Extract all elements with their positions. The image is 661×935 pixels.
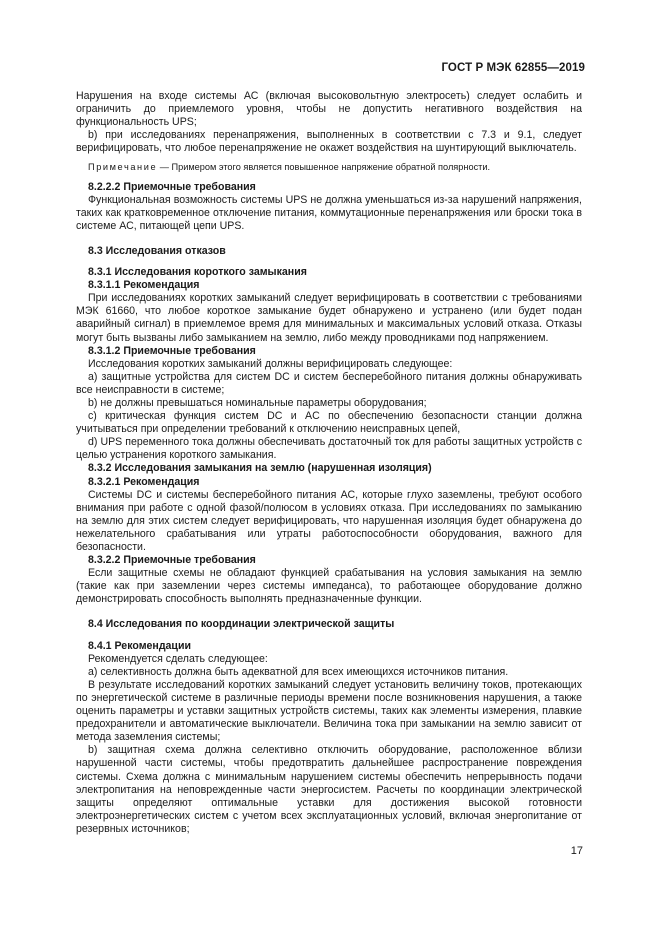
document-code-header: ГОСТ Р МЭК 62855—2019 xyxy=(441,62,585,74)
list-item: a) защитные устройства для систем DC и систем бесперебойного питания должны обнаруживать все неисправности в системе; xyxy=(76,370,582,396)
section-heading: 8.3 Исследования отказов xyxy=(88,244,226,257)
paragraph: Если защитные схемы не обладают функцией срабатывания на условия замыкания на землю (такие как при заземлении через системы импеданса), то работающее оборудование должно демонстрировать способность выполнять предназначенные функции. xyxy=(76,567,582,606)
list-item: b) при исследованиях перенапряжения, выполненных в соответствии с 7.3 и 9.1, следует верифицировать, что любое перенапряжение не окажет воздействия на шунтирующий выключатель. xyxy=(76,129,582,155)
list-item: b) не должны превышаться номинальные параметры оборудования; xyxy=(88,396,427,409)
list-item: d) UPS переменного тока должны обеспечивать достаточный ток для работы защитных устройств с целью устранения короткого замыкания. xyxy=(76,436,582,462)
paragraph: Рекомендуется сделать следующее: xyxy=(88,652,268,665)
section-heading: 8.3.2.1 Рекомендация xyxy=(88,475,200,488)
paragraph: При исследованиях коротких замыканий следует верифицировать в соответствии с требованиями МЭК 61660, что любое короткое замыкание будет обнаружено и устранено (или будет подан аварийный сигнал) в приемлемое время для минимальных и максимальных условий отказа. Отказы могут быть вызваны либо замыканием на землю, либо между проводниками под напряжением. xyxy=(76,292,582,344)
section-heading: 8.3.1.2 Приемочные требования xyxy=(88,344,256,357)
list-item: c) критическая функция систем DC и AC по обеспечению безопасности станции должна учитываться при определении требований к отключению неисправных цепей, xyxy=(76,410,582,436)
note xyxy=(76,161,582,174)
list-item: b) защитная схема должна селективно отключить оборудование, расположенное вблизи нарушенной части системы, чтобы предотвратить дальнейшее распространение повреждения системы. Схема должна с минимальным нарушением системы обеспечить непрерывность подачи электропитания на неповрежденные части энергосистем. Расчеты по координации электрической защиты определяют оптимальные уставки для достижения высокой готовности электроэнергетических систем с учетом всех эксплуатационных условий, включая энергопитание от резервных источников; xyxy=(76,744,582,835)
note-text: — Примером этого является повышенное напряжение обратной полярности. xyxy=(157,162,491,173)
section-heading: 8.2.2.2 Приемочные требования xyxy=(88,180,256,193)
section-heading: 8.3.1.1 Рекомендация xyxy=(88,279,200,292)
section-heading: 8.3.2 Исследования замыкания на землю (нарушенная изоляция) xyxy=(88,462,432,475)
section-heading: 8.4.1 Рекомендации xyxy=(88,639,191,652)
paragraph: Нарушения на входе системы АС (включая высоковольтную электросеть) следует ослабить и ограничить до приемлемого уровня, чтобы не допустить негативного воздействия на функциональность UPS; xyxy=(76,90,582,129)
page-number: 17 xyxy=(570,845,583,857)
note-label: Примечание xyxy=(88,162,158,173)
paragraph: Функциональная возможность системы UPS не должна уменьшаться из-за нарушений напряжения, таких как кратковременное отключение питания, коммутационные перенапряжения или броски тока в системе АС, питающей цепи UPS. xyxy=(76,193,582,232)
paragraph: Системы DC и системы бесперебойного питания АС, которые глухо заземлены, требуют особого внимания при работе с одной фазой/полюсом в условиях отказа. При исследованиях по замыканию на землю для этих систем следует верифицировать, что нарушенная изоляция будет обнаружена до нежелательного срабатывания или утраты работоспособности оборудования, важного для безопасности. xyxy=(76,488,582,553)
document-body xyxy=(76,90,582,836)
paragraph: В результате исследований коротких замыканий следует установить величину токов, протекающих по энергетической системе в различные периоды времени после возникновения нарушения, а также оценить параметры и уставки защитных устройств системы, таких как элементы измерения, плавкие предохранители и автоматические выключатели. Величина тока при замыкании на землю зависит от метода заземления системы; xyxy=(76,678,582,744)
section-heading: 8.3.1 Исследования короткого замыкания xyxy=(88,266,307,279)
section-heading: 8.3.2.2 Приемочные требования xyxy=(88,554,256,567)
paragraph: Исследования коротких замыканий должны верифицировать следующее: xyxy=(88,357,453,370)
section-heading: 8.4 Исследования по координации электрической защиты xyxy=(88,618,395,631)
list-item: a) селективность должна быть адекватной для всех имеющихся источников питания. xyxy=(88,665,509,678)
